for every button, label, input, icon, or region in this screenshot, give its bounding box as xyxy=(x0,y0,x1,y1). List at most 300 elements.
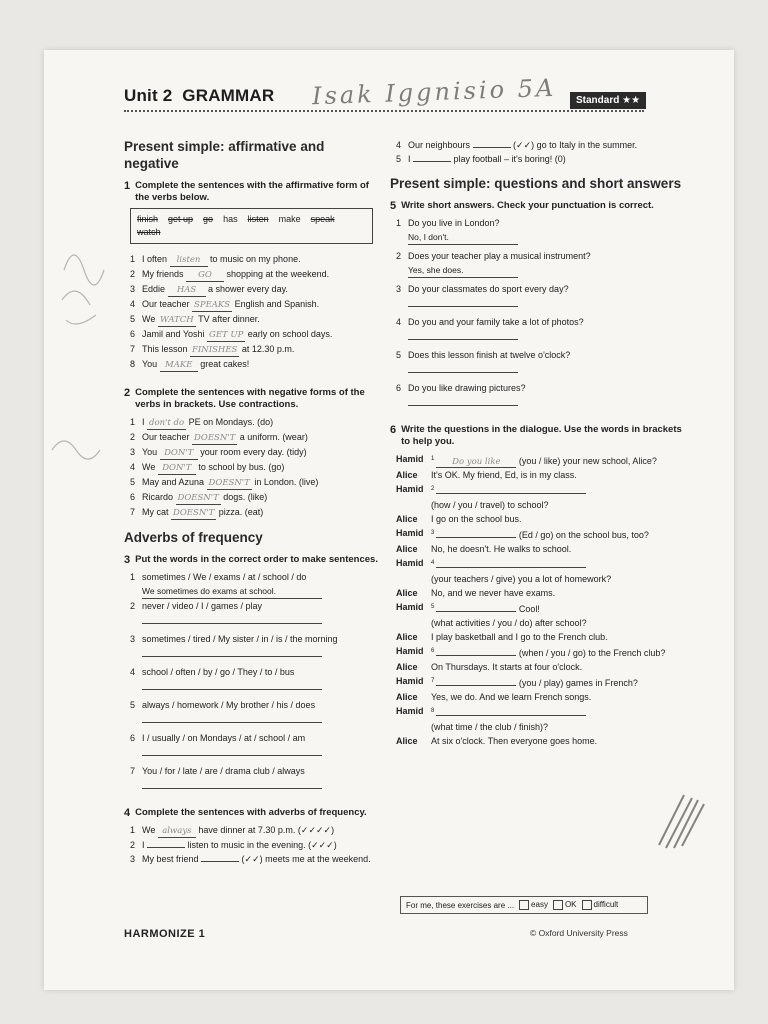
answer-line[interactable] xyxy=(408,329,518,340)
dialogue-text xyxy=(431,512,690,526)
dialogue-phrase: I play basketball and I go to the French club. xyxy=(431,632,608,642)
exercise-item xyxy=(130,764,379,778)
exercise-item xyxy=(130,632,379,646)
dialogue-hint-line xyxy=(396,616,690,630)
item-prefix: My best friend xyxy=(142,854,202,864)
speaker-name: Hamid xyxy=(396,484,424,494)
dialogue-hint-line xyxy=(396,498,690,512)
answer-blank[interactable] xyxy=(436,483,586,494)
exercise-item xyxy=(396,138,690,152)
item-number: 5 xyxy=(130,314,136,324)
exercise-item xyxy=(130,823,379,838)
dialogue-phrase: (when / you / go) to the French club? xyxy=(518,648,666,658)
exercise-4-continued xyxy=(390,138,690,166)
item-text: sometimes / We / exams / at / school / do xyxy=(142,572,307,582)
speaker-name: Alice xyxy=(396,514,418,524)
word-box-word: go xyxy=(203,214,214,224)
item-number: 2 xyxy=(130,269,136,279)
dialogue-text xyxy=(431,660,690,674)
exercise-item xyxy=(130,327,379,342)
item-number: 4 xyxy=(130,667,136,677)
dialogue-phrase: At six o'clock. Then everyone goes home. xyxy=(431,736,598,746)
item-prefix: I xyxy=(142,417,148,427)
answer-blank[interactable]: DON'T xyxy=(160,448,198,460)
item-number: 5 xyxy=(130,700,136,710)
item-question: Does this lesson finish at twelve o'clock? xyxy=(408,350,571,360)
exercise-5-items xyxy=(390,216,690,414)
item-prefix: Ricardo xyxy=(142,492,176,502)
question-number: 3 xyxy=(431,530,435,536)
speaker-name: Alice xyxy=(396,662,418,672)
item-text xyxy=(142,460,379,475)
item-text xyxy=(142,823,379,838)
item-suffix: to school by bus. (go) xyxy=(195,462,285,472)
ok-option[interactable]: OK xyxy=(553,900,577,910)
item-number: 1 xyxy=(396,218,402,228)
answer-line[interactable] xyxy=(408,296,518,307)
dialogue-phrase: (you / like) your new school, Alice? xyxy=(518,456,657,466)
exercise-item xyxy=(130,852,379,866)
item-prefix: Our neighbours xyxy=(408,140,473,150)
section-title: Present simple: affirmative and negative xyxy=(124,139,325,171)
speaker-name: Hamid xyxy=(396,646,424,656)
exercise-item xyxy=(396,381,690,395)
item-number: 2 xyxy=(130,840,136,850)
question-number: 1 xyxy=(431,456,435,462)
dialogue-text xyxy=(431,690,690,704)
exercise-2-items xyxy=(124,415,379,520)
dialogue-text xyxy=(431,526,690,542)
dialogue-line xyxy=(396,556,690,572)
item-suffix: play football – it's boring! (0) xyxy=(451,154,566,164)
item-number: 5 xyxy=(396,154,402,164)
exercise-item xyxy=(130,570,379,584)
item-text xyxy=(142,342,379,357)
item-question: Do your classmates do sport every day? xyxy=(408,284,569,294)
question-number: 5 xyxy=(431,604,435,610)
level-badge: Standard ★★ xyxy=(570,92,646,109)
item-suffix: (✓✓) go to Italy in the summer. xyxy=(510,140,638,150)
answer-blank[interactable] xyxy=(147,847,185,848)
exercise-item xyxy=(130,731,379,745)
item-prefix: Our teacher xyxy=(142,299,193,309)
question-number: 8 xyxy=(431,708,435,714)
item-text xyxy=(142,475,379,490)
item-prefix: My friends xyxy=(142,269,187,279)
exercise-item xyxy=(130,312,379,327)
answer-blank[interactable] xyxy=(436,675,516,686)
item-number: 2 xyxy=(130,432,136,442)
speaker-name: Alice xyxy=(396,470,418,480)
answer-blank[interactable] xyxy=(436,645,516,656)
right-column xyxy=(390,138,690,748)
item-number: 6 xyxy=(130,329,136,339)
dialogue-phrase: (you / play) games in French? xyxy=(518,678,638,688)
section-title: Adverbs of frequency xyxy=(124,530,263,545)
answer-line[interactable] xyxy=(142,712,322,723)
answer-line[interactable] xyxy=(142,745,322,756)
copyright: © Oxford University Press xyxy=(530,928,628,938)
item-prefix: Our teacher xyxy=(142,432,193,442)
item-number: 3 xyxy=(130,854,136,864)
answer-blank[interactable]: MAKE xyxy=(160,360,198,372)
item-number: 2 xyxy=(396,251,402,261)
item-text xyxy=(142,312,379,327)
exercise-1-items xyxy=(124,252,379,372)
answer-blank[interactable]: don't do xyxy=(149,418,185,428)
answer-blank[interactable]: DOESN'T xyxy=(208,478,250,488)
item-suffix: a uniform. (wear) xyxy=(237,432,308,442)
item-text xyxy=(142,415,379,430)
answer-blank[interactable]: Do you like xyxy=(436,457,516,468)
item-text xyxy=(142,445,379,460)
dialogue-hint-line xyxy=(396,720,690,734)
dialogue-phrase: Yes, we do. And we learn French songs. xyxy=(431,692,592,702)
dialogue-hint-line xyxy=(396,572,690,586)
item-number: 5 xyxy=(396,350,402,360)
exercise-item xyxy=(130,342,379,357)
exercise-item xyxy=(396,249,690,263)
dialogue-phrase: On Thursdays. It starts at four o'clock. xyxy=(431,662,583,672)
dialogue-line xyxy=(396,526,690,542)
answer-blank[interactable] xyxy=(436,527,516,538)
answer-line[interactable] xyxy=(142,646,322,657)
speaker-name: Alice xyxy=(396,632,418,642)
dialogue-text xyxy=(431,542,690,556)
header-dotted-rule xyxy=(124,110,644,112)
item-text xyxy=(142,327,379,342)
word-box-word: has xyxy=(223,214,238,224)
item-suffix: early on school days. xyxy=(245,329,333,339)
dialogue-phrase: I go on the school bus. xyxy=(431,514,522,524)
easy-option[interactable]: easy xyxy=(519,900,548,910)
item-prefix: We xyxy=(142,462,158,472)
pencil-scribble-icon xyxy=(654,790,714,850)
item-text xyxy=(142,267,379,282)
question-number: 4 xyxy=(431,560,435,566)
answer-line[interactable] xyxy=(408,395,518,406)
item-suffix: to music on my phone. xyxy=(207,254,301,264)
speaker-name: Hamid xyxy=(396,706,424,716)
exercise-item xyxy=(130,460,379,475)
speaker-name: Alice xyxy=(396,544,418,554)
item-prefix: I xyxy=(142,840,148,850)
item-number: 4 xyxy=(396,140,402,150)
answer-line[interactable] xyxy=(142,613,322,624)
item-suffix: listen to music in the evening. (✓✓✓) xyxy=(185,840,337,850)
dialogue-line xyxy=(396,674,690,690)
item-question: Do you and your family take a lot of photos? xyxy=(408,317,584,327)
answer-blank[interactable]: listen xyxy=(170,255,208,267)
answer-blank[interactable] xyxy=(436,601,516,612)
speaker-name: Hamid xyxy=(396,454,424,464)
exercise-4-items xyxy=(124,823,379,866)
dialogue-phrase: No, and we never have exams. xyxy=(431,588,556,598)
dialogue-line xyxy=(396,644,690,660)
item-prefix: You xyxy=(142,359,160,369)
dialogue-text xyxy=(431,468,690,482)
exercise-item xyxy=(130,505,379,520)
exercise-item xyxy=(130,475,379,490)
item-text xyxy=(142,297,379,312)
dialogue-text xyxy=(431,482,690,498)
dialogue xyxy=(390,452,690,748)
answer-blank[interactable]: DON'T xyxy=(158,463,196,475)
item-number: 3 xyxy=(396,284,402,294)
exercise-item xyxy=(130,267,379,282)
speaker-name: Alice xyxy=(396,736,418,746)
exercise-item xyxy=(130,698,379,712)
exercise-heading: 6 Write the questions in the dialogue. Use the words in brackets to help you. xyxy=(390,424,682,447)
exercise-3-items xyxy=(124,570,379,797)
exercise-item xyxy=(396,315,690,329)
item-number: 7 xyxy=(130,766,136,776)
item-text xyxy=(142,430,379,445)
answer-blank[interactable]: DOESN'T xyxy=(177,493,219,503)
item-number: 4 xyxy=(130,462,136,472)
dialogue-phrase: (Ed / go) on the school bus, too? xyxy=(518,530,649,540)
answer-blank[interactable] xyxy=(201,861,239,862)
answer-blank[interactable] xyxy=(473,147,511,148)
item-suffix: at 12.30 p.m. xyxy=(239,344,295,354)
difficult-option[interactable]: difficult xyxy=(582,900,619,910)
dialogue-hint: (your teachers / give) you a lot of homework? xyxy=(431,574,612,584)
handwritten-student-name: Isak Iggnisio 5A xyxy=(311,73,557,111)
item-number: 3 xyxy=(130,447,136,457)
dialogue-text xyxy=(431,556,690,572)
dialogue-text xyxy=(431,600,690,616)
item-number: 7 xyxy=(130,344,136,354)
dialogue-text xyxy=(431,674,690,690)
exercise-item xyxy=(130,297,379,312)
dialogue-line xyxy=(396,600,690,616)
word-box xyxy=(130,208,373,244)
item-prefix: I often xyxy=(142,254,170,264)
item-number: 1 xyxy=(130,254,136,264)
item-number: 5 xyxy=(130,477,136,487)
dialogue-phrase: It's OK. My friend, Ed, is in my class. xyxy=(431,470,577,480)
item-text: I / usually / on Mondays / at / school / am xyxy=(142,733,306,743)
answer-blank[interactable]: always xyxy=(158,826,196,838)
item-suffix: great cakes! xyxy=(197,359,250,369)
feedback-box: For me, these exercises are ... easy OK difficult xyxy=(400,896,648,914)
answer-blank[interactable]: SPEAKS xyxy=(194,300,231,310)
question-number: 6 xyxy=(431,648,435,654)
answer-blank[interactable]: GO xyxy=(186,270,224,282)
exercise-heading: 4 Complete the sentences with adverbs of frequency. xyxy=(124,807,367,819)
item-text xyxy=(142,852,379,866)
exercise-item xyxy=(130,282,379,297)
item-suffix: dogs. (like) xyxy=(220,492,268,502)
item-text: always / homework / My brother / his / does xyxy=(142,700,316,710)
dialogue-line xyxy=(396,482,690,498)
dialogue-line xyxy=(396,586,690,600)
item-number: 3 xyxy=(130,634,136,644)
dialogue-hint: (how / you / travel) to school? xyxy=(431,500,549,510)
item-text: never / video / I / games / play xyxy=(142,601,263,611)
answer-line[interactable] xyxy=(142,778,322,789)
speaker-name: Hamid xyxy=(396,528,424,538)
item-text xyxy=(142,252,379,267)
item-number: 8 xyxy=(130,359,136,369)
exercise-item xyxy=(396,348,690,362)
item-suffix: shopping at the weekend. xyxy=(224,269,330,279)
exercise-item xyxy=(396,216,690,230)
item-suffix: in London. (live) xyxy=(251,477,319,487)
item-number: 7 xyxy=(130,507,136,517)
dialogue-phrase: Cool! xyxy=(518,604,540,614)
item-question: Does your teacher play a musical instrument? xyxy=(408,251,591,261)
exercise-heading: 3 Put the words in the correct order to make sentences. xyxy=(124,554,378,566)
exercise-heading: 1 Complete the sentences with the affirmative form of the verbs below. xyxy=(124,180,369,203)
item-suffix: (✓✓) meets me at the weekend. xyxy=(239,854,371,864)
pencil-doodle-icon xyxy=(44,230,124,490)
answer-blank[interactable]: DOESN'T xyxy=(194,433,236,443)
item-text xyxy=(142,357,379,372)
dialogue-line xyxy=(396,690,690,704)
item-suffix: a shower every day. xyxy=(205,284,288,294)
item-text: school / often / by / go / They / to / bus xyxy=(142,667,295,677)
dialogue-text xyxy=(431,734,690,748)
item-prefix: We xyxy=(142,825,158,835)
answer-line[interactable] xyxy=(142,679,322,690)
item-question: Do you like drawing pictures? xyxy=(408,383,526,393)
item-prefix: We xyxy=(142,314,158,324)
item-suffix: your room every day. (tidy) xyxy=(197,447,307,457)
item-text xyxy=(142,505,379,520)
answer-blank[interactable] xyxy=(436,705,586,716)
dialogue-line xyxy=(396,512,690,526)
exercise-item xyxy=(130,252,379,267)
item-text xyxy=(142,838,379,852)
exercise-item xyxy=(130,665,379,679)
star-icon: ★★ xyxy=(622,95,641,106)
item-text xyxy=(408,138,690,152)
question-number: 2 xyxy=(431,486,435,492)
item-prefix: I xyxy=(408,154,414,164)
item-prefix: This lesson xyxy=(142,344,191,354)
exercise-item xyxy=(130,430,379,445)
brand-name: HARMONIZE 1 xyxy=(124,928,206,940)
word-box-word: get up xyxy=(168,214,194,224)
item-suffix: English and Spanish. xyxy=(232,299,320,309)
question-number: 7 xyxy=(431,678,435,684)
item-prefix: Eddie xyxy=(142,284,168,294)
exercise-heading: 5 Write short answers. Check your punctuation is correct. xyxy=(390,200,654,212)
speaker-name: Hamid xyxy=(396,558,424,568)
left-column xyxy=(124,138,379,866)
dialogue-text xyxy=(431,630,690,644)
dialogue-text xyxy=(431,452,690,468)
item-question: Do you live in London? xyxy=(408,218,500,228)
answer-blank[interactable]: FINISHES xyxy=(192,345,238,355)
exercise-item xyxy=(130,445,379,460)
word-box-word: speak xyxy=(310,214,335,224)
exercise-item xyxy=(396,282,690,296)
exercise-heading: 2 Complete the sentences with negative forms of the verbs in brackets. Use contractions. xyxy=(124,387,365,410)
dialogue-line xyxy=(396,542,690,556)
word-box-word: listen xyxy=(247,214,269,224)
speaker-name: Alice xyxy=(396,588,418,598)
item-number: 4 xyxy=(396,317,402,327)
answer-line[interactable]: No, I don't. xyxy=(408,230,518,245)
item-text xyxy=(142,490,379,505)
word-box-word: finish xyxy=(137,214,159,224)
answer-line[interactable] xyxy=(408,362,518,373)
unit-title: Unit 2 GRAMMAR xyxy=(124,86,275,105)
item-number: 6 xyxy=(130,492,136,502)
item-number: 1 xyxy=(130,572,136,582)
answer-line[interactable]: We sometimes do exams at school. xyxy=(142,584,322,599)
dialogue-line xyxy=(396,704,690,720)
dialogue-hint: (what time / the club / finish)? xyxy=(431,722,549,732)
answer-blank[interactable]: GET UP xyxy=(209,330,244,340)
item-text xyxy=(142,282,379,297)
answer-blank[interactable] xyxy=(413,161,451,162)
item-suffix: pizza. (eat) xyxy=(216,507,264,517)
exercise-item xyxy=(130,838,379,852)
answer-blank[interactable]: DOESN'T xyxy=(173,508,215,518)
item-number: 1 xyxy=(130,417,136,427)
checkbox-icon xyxy=(519,900,529,910)
exercise-item xyxy=(130,415,379,430)
item-number: 6 xyxy=(396,383,402,393)
exercise-item xyxy=(396,152,690,166)
exercise-item xyxy=(130,599,379,613)
item-prefix: Jamil and Yoshi xyxy=(142,329,208,339)
speaker-name: Hamid xyxy=(396,676,424,686)
checkbox-icon xyxy=(553,900,563,910)
dialogue-line xyxy=(396,630,690,644)
word-box-word: watch xyxy=(137,227,161,237)
dialogue-text xyxy=(431,704,690,720)
checkbox-icon xyxy=(582,900,592,910)
worksheet-page xyxy=(44,50,734,990)
dialogue-line xyxy=(396,468,690,482)
dialogue-line xyxy=(396,734,690,748)
dialogue-phrase: No, he doesn't. He walks to school. xyxy=(431,544,572,554)
item-number: 3 xyxy=(130,284,136,294)
item-prefix: My cat xyxy=(142,507,172,517)
item-suffix: PE on Mondays. (do) xyxy=(186,417,274,427)
answer-blank[interactable]: HAS xyxy=(168,285,206,297)
item-text: You / for / late / are / drama club / always xyxy=(142,766,305,776)
item-prefix: You xyxy=(142,447,160,457)
dialogue-line xyxy=(396,660,690,674)
answer-blank[interactable]: WATCH xyxy=(158,315,196,327)
dialogue-text xyxy=(431,586,690,600)
item-text: sometimes / tired / My sister / in / is / the morning xyxy=(142,634,338,644)
answer-line[interactable]: Yes, she does. xyxy=(408,263,518,278)
item-number: 6 xyxy=(130,733,136,743)
speaker-name: Hamid xyxy=(396,602,424,612)
word-box-word: make xyxy=(278,214,301,224)
item-suffix: TV after dinner. xyxy=(195,314,260,324)
dialogue-hint: (what activities / you / do) after school? xyxy=(431,618,587,628)
item-suffix: have dinner at 7.30 p.m. (✓✓✓✓) xyxy=(195,825,335,835)
dialogue-line xyxy=(396,452,690,468)
section-title: Present simple: questions and short answers xyxy=(390,176,682,191)
item-prefix: May and Azuna xyxy=(142,477,207,487)
item-number: 1 xyxy=(130,825,136,835)
exercise-item xyxy=(130,490,379,505)
item-text xyxy=(408,152,690,166)
answer-blank[interactable] xyxy=(436,557,586,568)
item-number: 2 xyxy=(130,601,136,611)
exercise-item xyxy=(130,357,379,372)
item-number: 4 xyxy=(130,299,136,309)
speaker-name: Alice xyxy=(396,692,418,702)
